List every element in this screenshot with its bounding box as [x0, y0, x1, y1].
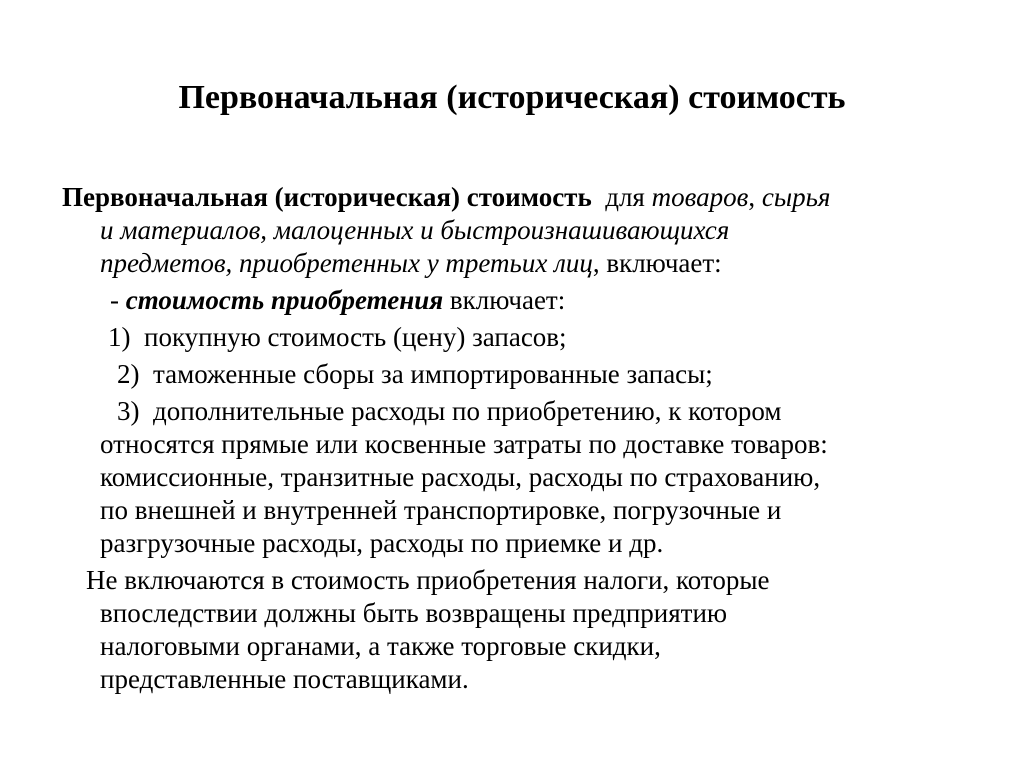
exclusion-line-3: налоговыми органами, а также торговые скидки,: [100, 631, 661, 661]
acquisition-dash: -: [110, 285, 119, 315]
definition-goods: товаров: [651, 182, 749, 212]
definition-for: для: [605, 182, 645, 212]
definition-line-3: [62, 247, 1024, 280]
list-item-3-line-5: разгрузочные расходы, расходы по приемке и др.: [100, 528, 664, 558]
list-item-3-line-2: относятся прямые или косвенные затраты по доставке товаров:: [100, 429, 828, 459]
slide-title: Первоначальная (историческая) стоимость: [178, 79, 846, 116]
slide-body: [0, 181, 1024, 696]
list-item-3-number: 3): [117, 396, 140, 426]
acquisition-term: стоимость приобретения: [125, 285, 444, 315]
list-item-3-line-1: [0, 395, 1024, 428]
exclusion-line-2: впоследствии должны быть возвращены предприятию: [100, 598, 728, 628]
list-item-3-text-1: дополнительные расходы по приобретению, к котором: [153, 396, 782, 426]
definition-line-1: [62, 181, 1024, 214]
acquisition-rest: включает:: [449, 285, 566, 315]
list-item-3: [0, 395, 1024, 560]
exclusion-line-1: Не включаются в стоимость приобретения налоги, которые: [86, 565, 770, 595]
list-item-2-number: 2): [117, 359, 140, 389]
definition-raw: сырья: [761, 182, 831, 212]
exclusion-line-4: представленные поставщиками.: [100, 664, 469, 694]
list-item-2: [0, 358, 1024, 391]
definition-term: Первоначальная (историческая) стоимость: [62, 182, 592, 212]
definition-line-3-rest: , включает:: [592, 248, 722, 278]
acquisition-line: [0, 284, 1024, 317]
list-item-3-line-4: по внешней и внутренней транспортировке, погрузочные и: [100, 495, 782, 525]
list-item-1-number: 1): [108, 322, 131, 352]
list-item-2-text: таможенные сборы за импортированные запасы;: [153, 359, 713, 389]
list-item-3-line-3: комиссионные, транзитные расходы, расходы по страхованию,: [100, 462, 821, 492]
list-item-1: [0, 321, 1024, 354]
definition-paragraph: [0, 181, 1024, 280]
definition-comma: ,: [748, 182, 756, 212]
list-item-1-text: покупную стоимость (цену) запасов;: [144, 322, 567, 352]
definition-line-2: и материалов, малоценных и быстроизнашивающихся: [100, 215, 730, 245]
definition-line-3-italic: предметов, приобретенных у третьих лиц: [100, 248, 593, 278]
exclusion-paragraph: [0, 564, 1024, 696]
